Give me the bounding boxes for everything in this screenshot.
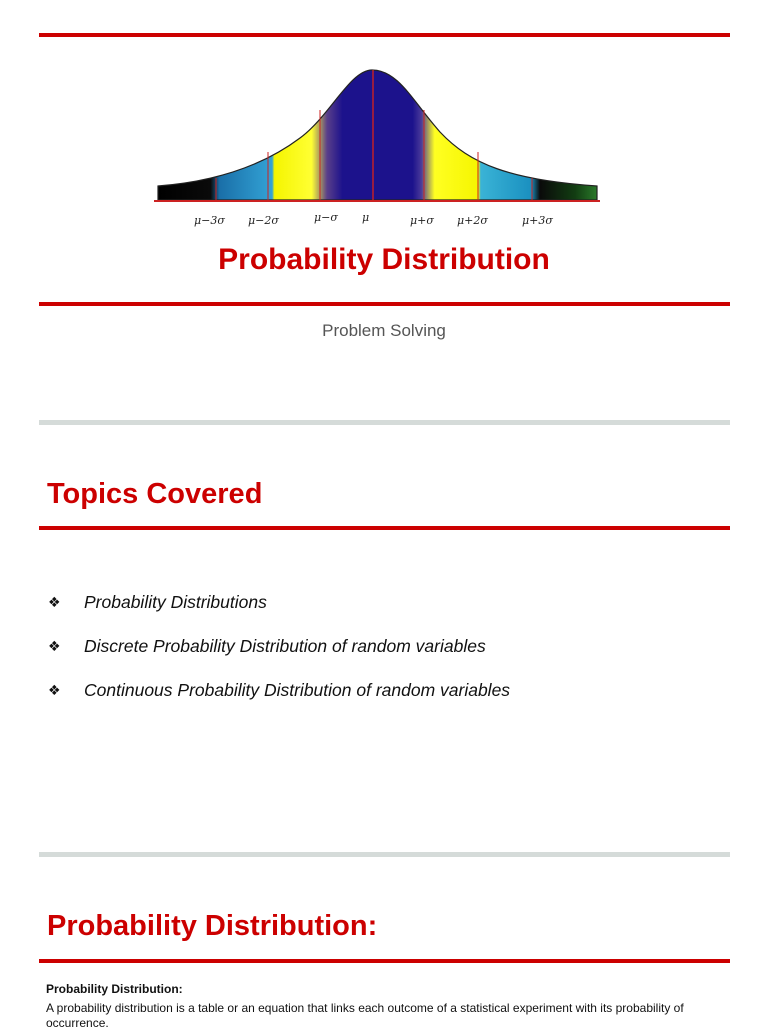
definition-red-rule — [39, 959, 730, 963]
curve-label: μ−σ — [314, 211, 338, 224]
list-item — [48, 678, 510, 722]
topics-title: Topics Covered — [47, 478, 263, 510]
curve-label: μ−3σ — [194, 214, 225, 227]
list-item-text: Continuous Probability Distribution of random variables — [84, 680, 511, 700]
list-item-text: Discrete Probability Distribution of random variables — [84, 636, 486, 656]
definition-title: Probability Distribution: — [47, 910, 378, 942]
curve-label: μ+σ — [410, 214, 434, 227]
diamond-bullet-icon: ❖ — [48, 682, 61, 698]
topics-list — [48, 590, 510, 722]
slide-separator — [39, 420, 730, 425]
curve-label: μ+3σ — [522, 214, 553, 227]
title-red-rule — [39, 302, 730, 306]
diamond-bullet-icon: ❖ — [48, 638, 61, 654]
curve-label: μ−2σ — [248, 214, 279, 227]
slide-subtitle: Problem Solving — [322, 321, 446, 340]
slide-title: Probability Distribution — [218, 243, 550, 276]
definition-heading: Probability Distribution: — [46, 982, 183, 996]
diamond-bullet-icon: ❖ — [48, 594, 61, 610]
list-item-text: Probability Distributions — [84, 592, 267, 612]
slide-separator — [39, 852, 730, 857]
topics-red-rule — [39, 526, 730, 530]
definition-paragraph: A probability distribution is a table or an equation that links each outcome of a statistical experiment with its probability of occurrence. — [46, 1001, 684, 1030]
curve-label: μ — [362, 211, 370, 224]
curve-label: μ+2σ — [457, 214, 488, 227]
top-red-rule — [39, 33, 730, 37]
list-item — [48, 634, 510, 678]
normal-curve-figure — [150, 60, 610, 240]
list-item — [48, 590, 510, 634]
bell-curve-fill — [158, 70, 597, 200]
